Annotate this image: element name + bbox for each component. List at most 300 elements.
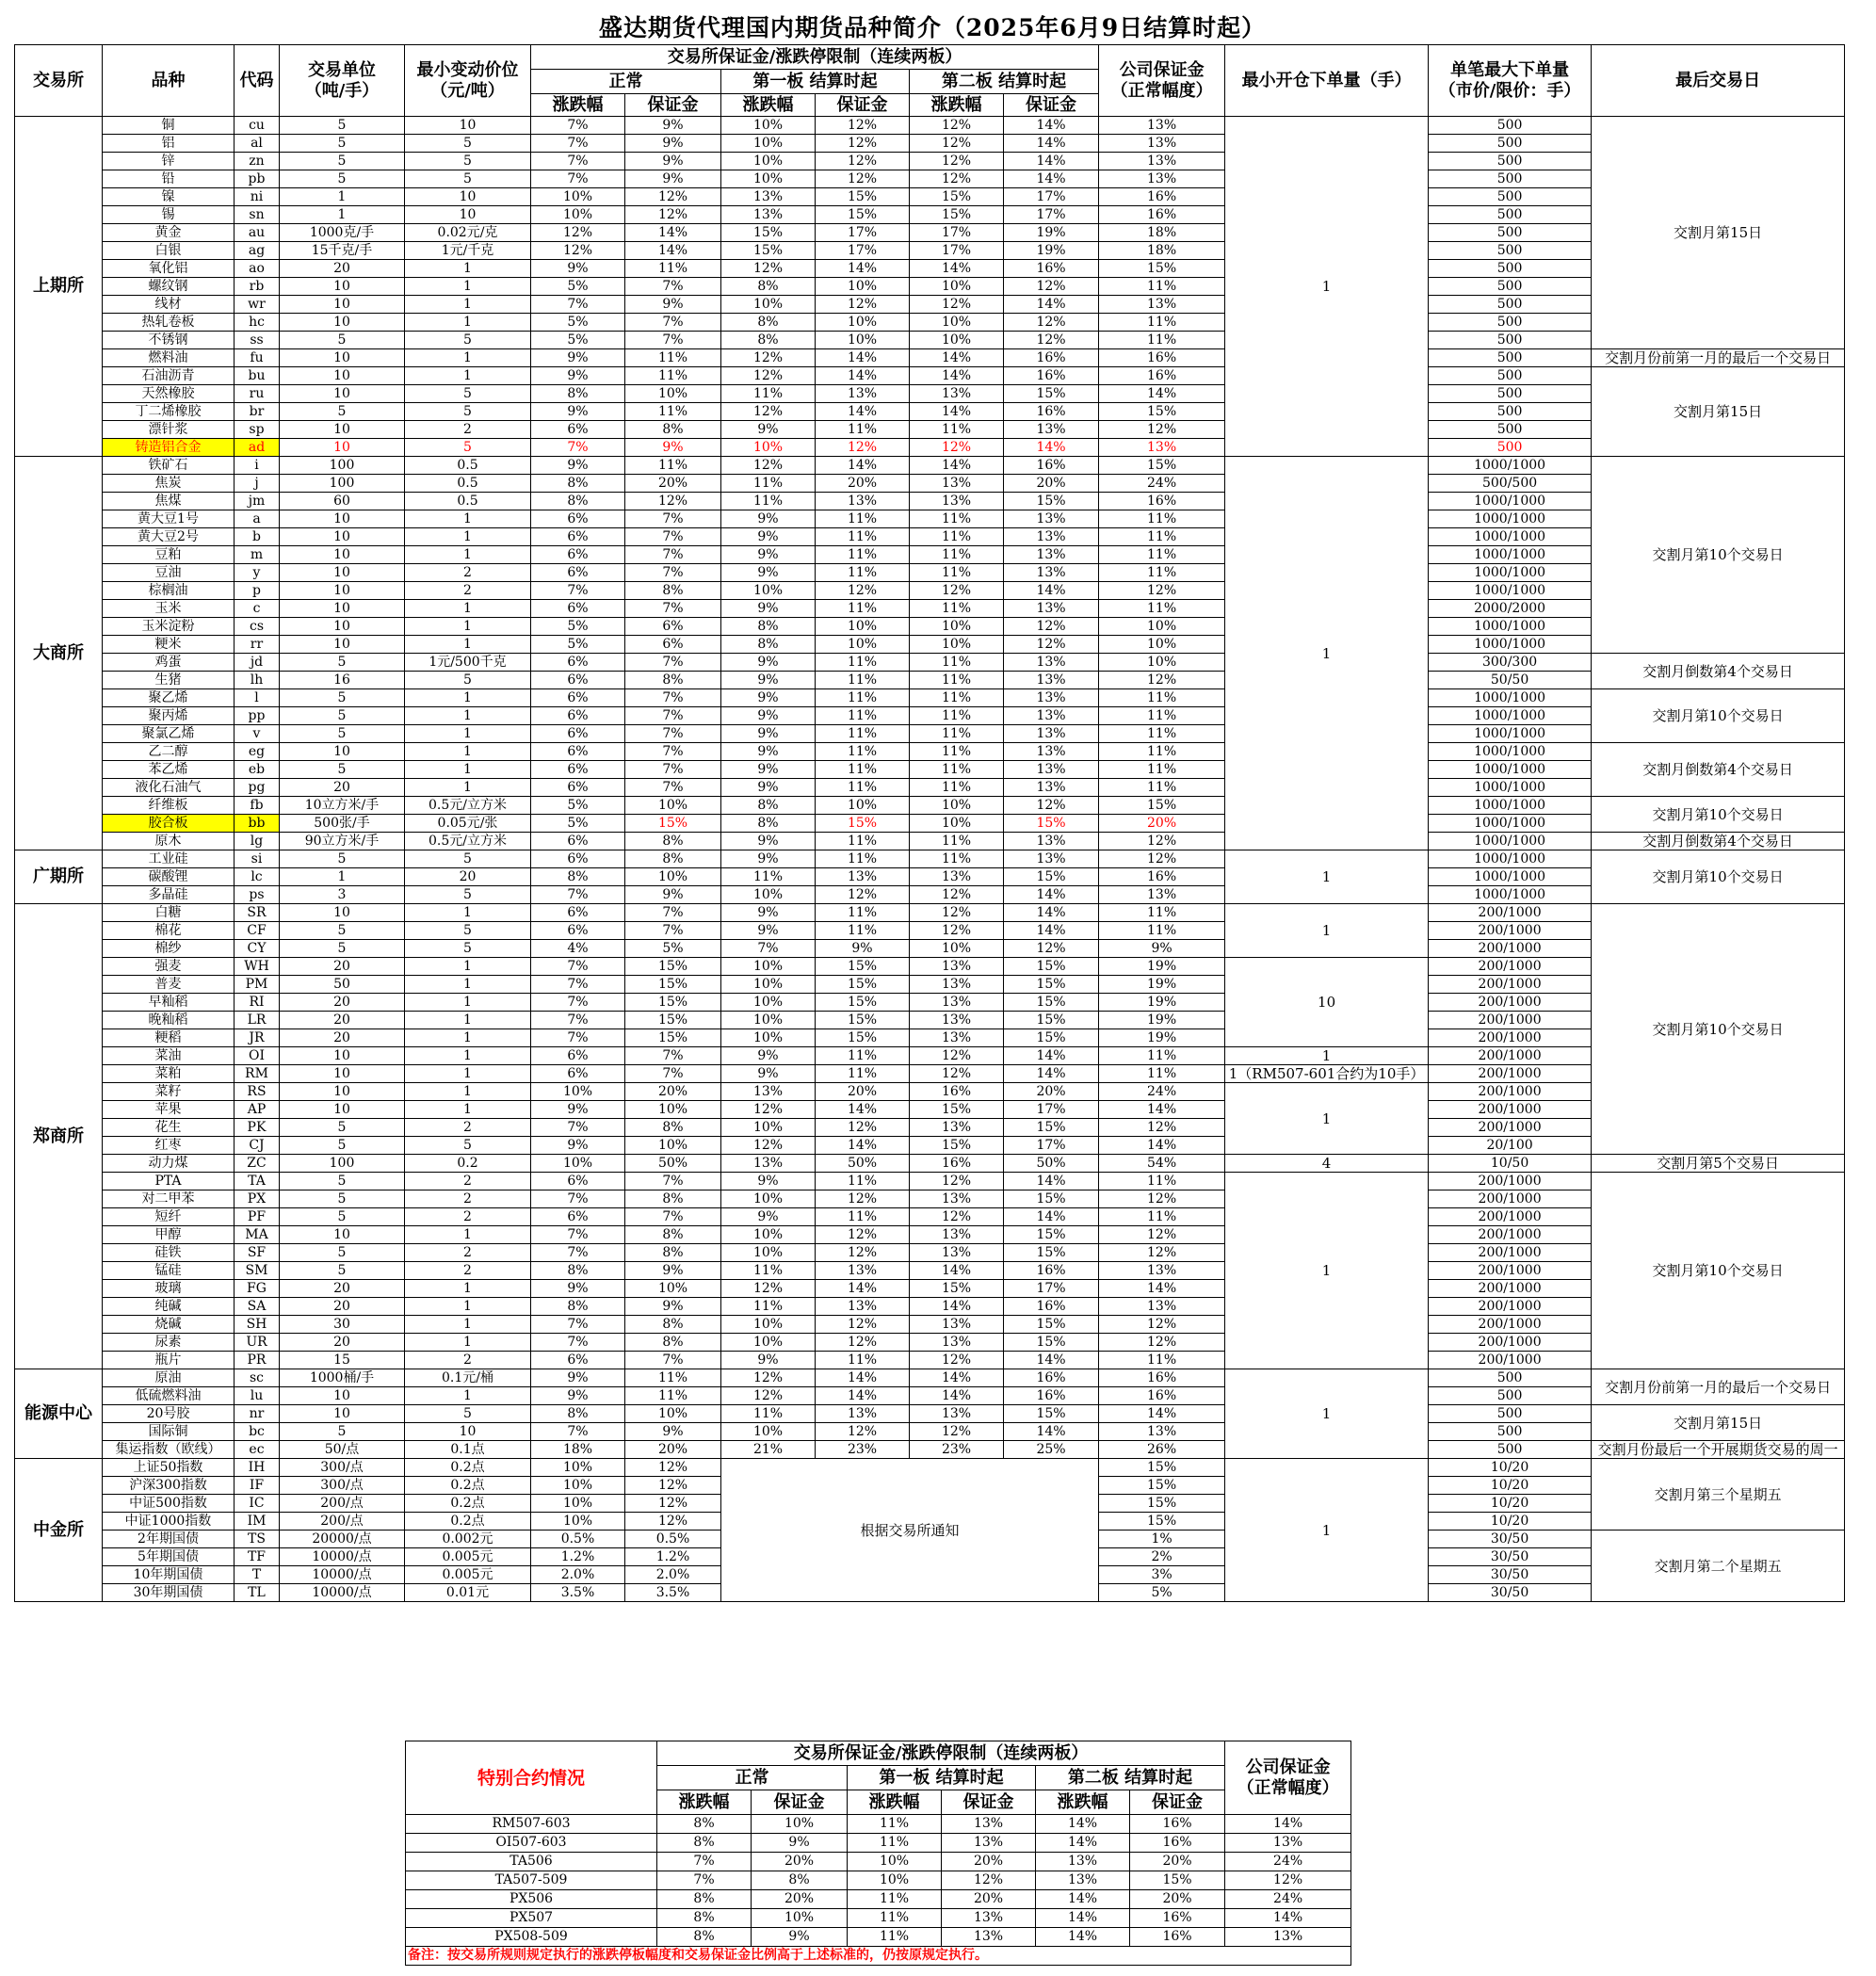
- max-order-cell: 1000/1000: [1429, 797, 1592, 815]
- special-header-board1: 第一板 结算时起: [848, 1766, 1036, 1790]
- normal-limit-cell: 7%: [531, 1334, 625, 1352]
- table-body: [15, 117, 1845, 1602]
- last-trade-day-cell: 交割月第10个交易日: [1592, 689, 1845, 743]
- normal-limit-cell: 6%: [531, 904, 625, 922]
- company-margin-cell: 18%: [1099, 224, 1225, 242]
- board1-limit-cell: 10%: [721, 1029, 816, 1047]
- table-row: [15, 1173, 1845, 1190]
- product-cell: 焦炭: [103, 475, 234, 493]
- table-row: [15, 922, 1845, 940]
- code-cell: lc: [234, 868, 280, 886]
- board1-margin-cell: 15%: [816, 994, 910, 1012]
- normal-limit-cell: 9%: [531, 367, 625, 385]
- board1-limit-cell: 9%: [721, 546, 816, 564]
- product-cell: 石油沥青: [103, 367, 234, 385]
- product-cell: 对二甲苯: [103, 1190, 234, 1208]
- tick-cell: 0.2点: [405, 1459, 531, 1477]
- board2-margin-cell: 19%: [1004, 242, 1099, 260]
- max-order-cell: 30/50: [1429, 1548, 1592, 1566]
- tick-cell: 1: [405, 367, 531, 385]
- board1-limit-cell: 8%: [721, 332, 816, 349]
- board2-limit-cell: 11%: [910, 546, 1004, 564]
- header-board1: 第一板 结算时起: [721, 70, 910, 94]
- normal-limit-cell: 7%: [531, 439, 625, 457]
- last-trade-day-cell: 交割月第三个星期五: [1592, 1459, 1845, 1531]
- normal-limit-cell: 8%: [531, 1405, 625, 1423]
- table-row: [15, 349, 1845, 367]
- table-row: [15, 546, 1845, 564]
- table-row: [15, 600, 1845, 618]
- board1-margin-cell: 10%: [816, 332, 910, 349]
- product-cell: 胶合板: [103, 815, 234, 833]
- board2-margin-cell: 14%: [1004, 439, 1099, 457]
- code-cell: eb: [234, 761, 280, 779]
- normal-limit-cell: 6%: [531, 1047, 625, 1065]
- max-order-cell: 200/1000: [1429, 1208, 1592, 1226]
- unit-cell: 5: [280, 850, 405, 868]
- board1-limit-cell: 11%: [721, 1405, 816, 1423]
- product-cell: 国际铜: [103, 1423, 234, 1441]
- max-order-cell: 10/20: [1429, 1495, 1592, 1513]
- board1-margin-cell: 11%: [816, 600, 910, 618]
- board1-margin-cell: 17%: [816, 242, 910, 260]
- normal-limit-cell: 6%: [531, 1065, 625, 1083]
- max-order-cell: 50/50: [1429, 672, 1592, 689]
- tick-cell: 0.005元: [405, 1566, 531, 1584]
- normal-limit-cell: 6%: [531, 779, 625, 797]
- board2-margin-cell: 13%: [1004, 528, 1099, 546]
- code-cell: ZC: [234, 1155, 280, 1173]
- board2-limit-cell: 13%: [910, 976, 1004, 994]
- board2-limit-cell: 13%: [910, 1405, 1004, 1423]
- unit-cell: 5: [280, 689, 405, 707]
- unit-cell: 10: [280, 600, 405, 618]
- special-contracts-table: [405, 1741, 1351, 1966]
- min-open-cell: 1（RM507-601合约为10手）: [1225, 1065, 1429, 1083]
- board2-limit-cell: 13%: [910, 1316, 1004, 1334]
- last-trade-day-cell: 交割月份前第一月的最后一个交易日: [1592, 349, 1845, 367]
- product-cell: 铸造铝合金: [103, 439, 234, 457]
- board1-limit-cell: 11%: [721, 493, 816, 510]
- unit-cell: 10: [280, 636, 405, 654]
- board2-margin-cell: 16%: [1004, 260, 1099, 278]
- max-order-cell: 200/1000: [1429, 1173, 1592, 1190]
- table-row: [15, 994, 1845, 1012]
- board2-limit-cell: 13%: [910, 385, 1004, 403]
- special-board2-limit-cell: 14%: [1036, 1815, 1130, 1834]
- board1-margin-cell: 11%: [816, 510, 910, 528]
- company-margin-cell: 13%: [1099, 1423, 1225, 1441]
- special-header-limit: 涨跌幅: [1036, 1790, 1130, 1815]
- unit-cell: 5: [280, 1173, 405, 1190]
- product-cell: 中证500指数: [103, 1495, 234, 1513]
- normal-margin-cell: 7%: [625, 725, 721, 743]
- special-normal-limit-cell: 8%: [657, 1928, 752, 1947]
- normal-limit-cell: 6%: [531, 564, 625, 582]
- board1-limit-cell: 9%: [721, 1208, 816, 1226]
- board1-margin-cell: 11%: [816, 922, 910, 940]
- code-cell: pb: [234, 170, 280, 188]
- board1-margin-cell: 12%: [816, 886, 910, 904]
- code-cell: ni: [234, 188, 280, 206]
- normal-limit-cell: 4%: [531, 940, 625, 958]
- max-order-cell: 500: [1429, 1405, 1592, 1423]
- normal-margin-cell: 12%: [625, 1495, 721, 1513]
- product-cell: 动力煤: [103, 1155, 234, 1173]
- board1-margin-cell: 12%: [816, 1119, 910, 1137]
- table-row: [15, 206, 1845, 224]
- board1-margin-cell: 12%: [816, 1244, 910, 1262]
- company-margin-cell: 12%: [1099, 1226, 1225, 1244]
- max-order-cell: 300/300: [1429, 654, 1592, 672]
- product-cell: 早籼稻: [103, 994, 234, 1012]
- table-row: [15, 1226, 1845, 1244]
- normal-margin-cell: 8%: [625, 672, 721, 689]
- board1-limit-cell: 13%: [721, 1083, 816, 1101]
- board2-margin-cell: 12%: [1004, 278, 1099, 296]
- tick-cell: 1: [405, 1226, 531, 1244]
- table-row: [15, 260, 1845, 278]
- min-open-cell: 1: [1225, 1173, 1429, 1369]
- tick-cell: 10: [405, 188, 531, 206]
- product-cell: 玉米淀粉: [103, 618, 234, 636]
- normal-limit-cell: 5%: [531, 618, 625, 636]
- board2-limit-cell: 14%: [910, 1387, 1004, 1405]
- unit-cell: 10: [280, 1065, 405, 1083]
- board2-margin-cell: 14%: [1004, 153, 1099, 170]
- board1-margin-cell: 11%: [816, 564, 910, 582]
- max-order-cell: 200/1000: [1429, 1244, 1592, 1262]
- code-cell: l: [234, 689, 280, 707]
- board2-margin-cell: 14%: [1004, 582, 1099, 600]
- board1-margin-cell: 11%: [816, 672, 910, 689]
- normal-limit-cell: 8%: [531, 1298, 625, 1316]
- company-margin-cell: 14%: [1099, 1280, 1225, 1298]
- board1-limit-cell: 9%: [721, 761, 816, 779]
- table-row: [15, 904, 1845, 922]
- board1-margin-cell: 11%: [816, 707, 910, 725]
- code-cell: PR: [234, 1352, 280, 1369]
- header-exchange: 交易所: [15, 45, 103, 117]
- table-row: [15, 1280, 1845, 1298]
- company-margin-cell: 11%: [1099, 1352, 1225, 1369]
- tick-cell: 1: [405, 976, 531, 994]
- board1-limit-cell: 12%: [721, 260, 816, 278]
- last-trade-day-cell: 交割月第10个交易日: [1592, 797, 1845, 833]
- unit-cell: 15千克/手: [280, 242, 405, 260]
- company-margin-cell: 19%: [1099, 976, 1225, 994]
- board2-margin-cell: 15%: [1004, 976, 1099, 994]
- special-header-board2: 第二板 结算时起: [1036, 1766, 1225, 1790]
- min-open-cell: 10: [1225, 958, 1429, 1047]
- table-row: [15, 618, 1845, 636]
- company-margin-cell: 11%: [1099, 1065, 1225, 1083]
- board2-margin-cell: 12%: [1004, 314, 1099, 332]
- code-cell: bu: [234, 367, 280, 385]
- board1-limit-cell: 9%: [721, 850, 816, 868]
- table-row: [15, 117, 1845, 135]
- tick-cell: 0.5: [405, 475, 531, 493]
- product-cell: 铁矿石: [103, 457, 234, 475]
- product-cell: 菜粕: [103, 1065, 234, 1083]
- board2-limit-cell: 12%: [910, 904, 1004, 922]
- special-board1-limit-cell: 10%: [848, 1853, 942, 1871]
- normal-margin-cell: 10%: [625, 1405, 721, 1423]
- unit-cell: 10: [280, 367, 405, 385]
- normal-margin-cell: 7%: [625, 1065, 721, 1083]
- tick-cell: 1: [405, 260, 531, 278]
- unit-cell: 10: [280, 349, 405, 367]
- max-order-cell: 500/500: [1429, 475, 1592, 493]
- board1-margin-cell: 14%: [816, 260, 910, 278]
- code-cell: pp: [234, 707, 280, 725]
- normal-margin-cell: 6%: [625, 618, 721, 636]
- board1-limit-cell: 8%: [721, 618, 816, 636]
- board2-margin-cell: 15%: [1004, 493, 1099, 510]
- special-normal-limit-cell: 8%: [657, 1815, 752, 1834]
- company-margin-cell: 15%: [1099, 1477, 1225, 1495]
- tick-cell: 0.2点: [405, 1495, 531, 1513]
- max-order-cell: 1000/1000: [1429, 725, 1592, 743]
- code-cell: ps: [234, 886, 280, 904]
- product-cell: PTA: [103, 1173, 234, 1190]
- company-margin-cell: 11%: [1099, 689, 1225, 707]
- table-row: [15, 1352, 1845, 1369]
- company-margin-cell: 12%: [1099, 1119, 1225, 1137]
- max-order-cell: 200/1000: [1429, 1316, 1592, 1334]
- futures-table: [14, 44, 1845, 1602]
- special-header-company-text: 公司保证金 （正常幅度）: [1237, 1757, 1339, 1798]
- tick-cell: 2: [405, 1173, 531, 1190]
- normal-margin-cell: 9%: [625, 170, 721, 188]
- product-cell: 甲醇: [103, 1226, 234, 1244]
- exchange-cell: 广期所: [15, 850, 103, 904]
- company-margin-cell: 16%: [1099, 206, 1225, 224]
- board1-margin-cell: 14%: [816, 457, 910, 475]
- special-board2-limit-cell: 14%: [1036, 1834, 1130, 1853]
- board2-limit-cell: 11%: [910, 761, 1004, 779]
- company-margin-cell: 13%: [1099, 296, 1225, 314]
- tick-cell: 2: [405, 564, 531, 582]
- normal-margin-cell: 10%: [625, 868, 721, 886]
- normal-limit-cell: 6%: [531, 725, 625, 743]
- board2-limit-cell: 15%: [910, 206, 1004, 224]
- board2-margin-cell: 50%: [1004, 1155, 1099, 1173]
- board2-limit-cell: 10%: [910, 815, 1004, 833]
- table-row: [15, 493, 1845, 510]
- normal-margin-cell: 12%: [625, 188, 721, 206]
- normal-limit-cell: 6%: [531, 850, 625, 868]
- normal-limit-cell: 8%: [531, 493, 625, 510]
- code-cell: si: [234, 850, 280, 868]
- special-board1-limit-cell: 11%: [848, 1834, 942, 1853]
- max-order-cell: 200/1000: [1429, 1298, 1592, 1316]
- max-order-cell: 500: [1429, 1387, 1592, 1405]
- normal-margin-cell: 9%: [625, 117, 721, 135]
- product-cell: 黄大豆2号: [103, 528, 234, 546]
- product-cell: 烧碱: [103, 1316, 234, 1334]
- product-cell: 乙二醇: [103, 743, 234, 761]
- board2-margin-cell: 15%: [1004, 1119, 1099, 1137]
- company-margin-cell: 18%: [1099, 242, 1225, 260]
- last-trade-day-cell: 交割月份最后一个开展期货交易的周一: [1592, 1441, 1845, 1459]
- unit-cell: 5: [280, 135, 405, 153]
- product-cell: 豆油: [103, 564, 234, 582]
- normal-limit-cell: 9%: [531, 1137, 625, 1155]
- board2-margin-cell: 17%: [1004, 206, 1099, 224]
- unit-cell: 20: [280, 1298, 405, 1316]
- normal-margin-cell: 1.2%: [625, 1548, 721, 1566]
- last-trade-day-cell: 交割月倒数第4个交易日: [1592, 743, 1845, 797]
- code-cell: cs: [234, 618, 280, 636]
- tick-cell: 1元/千克: [405, 242, 531, 260]
- board1-limit-cell: 12%: [721, 403, 816, 421]
- company-margin-cell: 11%: [1099, 600, 1225, 618]
- board1-margin-cell: 11%: [816, 779, 910, 797]
- max-order-cell: 500: [1429, 385, 1592, 403]
- board2-limit-cell: 13%: [910, 1334, 1004, 1352]
- normal-margin-cell: 7%: [625, 600, 721, 618]
- table-row: [15, 1316, 1845, 1334]
- table-row: [15, 564, 1845, 582]
- product-cell: 锡: [103, 206, 234, 224]
- tick-cell: 1: [405, 1065, 531, 1083]
- board1-limit-cell: 12%: [721, 1101, 816, 1119]
- company-margin-cell: 9%: [1099, 940, 1225, 958]
- special-board2-margin-cell: 16%: [1130, 1909, 1225, 1928]
- table-row: [15, 1298, 1845, 1316]
- product-cell: 苯乙烯: [103, 761, 234, 779]
- normal-limit-cell: 6%: [531, 1208, 625, 1226]
- normal-limit-cell: 8%: [531, 868, 625, 886]
- special-row: [406, 1834, 1351, 1853]
- normal-margin-cell: 7%: [625, 761, 721, 779]
- max-order-cell: 1000/1000: [1429, 779, 1592, 797]
- normal-margin-cell: 3.5%: [625, 1584, 721, 1602]
- board2-limit-cell: 11%: [910, 672, 1004, 689]
- table-row: [15, 278, 1845, 296]
- tick-cell: 1: [405, 349, 531, 367]
- normal-limit-cell: 7%: [531, 1244, 625, 1262]
- max-order-cell: 200/1000: [1429, 1083, 1592, 1101]
- special-normal-margin-cell: 8%: [752, 1871, 848, 1890]
- tick-cell: 0.5: [405, 457, 531, 475]
- board1-limit-cell: 8%: [721, 815, 816, 833]
- board1-limit-cell: 8%: [721, 636, 816, 654]
- board2-margin-cell: 13%: [1004, 850, 1099, 868]
- code-cell: PF: [234, 1208, 280, 1226]
- table-row: [15, 636, 1845, 654]
- board1-limit-cell: 9%: [721, 779, 816, 797]
- product-cell: 铝: [103, 135, 234, 153]
- code-cell: a: [234, 510, 280, 528]
- exchange-cell: 能源中心: [15, 1369, 103, 1459]
- board1-margin-cell: 10%: [816, 314, 910, 332]
- max-order-cell: 1000/1000: [1429, 689, 1592, 707]
- board2-margin-cell: 14%: [1004, 1352, 1099, 1369]
- board2-margin-cell: 13%: [1004, 421, 1099, 439]
- product-cell: 鸡蛋: [103, 654, 234, 672]
- table-row: [15, 439, 1845, 457]
- board2-limit-cell: 16%: [910, 1155, 1004, 1173]
- product-cell: 液化石油气: [103, 779, 234, 797]
- exchange-cell: 大商所: [15, 457, 103, 850]
- normal-limit-cell: 10%: [531, 1513, 625, 1531]
- board1-margin-cell: 15%: [816, 958, 910, 976]
- board1-margin-cell: 11%: [816, 761, 910, 779]
- table-row: [15, 188, 1845, 206]
- board1-margin-cell: 12%: [816, 296, 910, 314]
- tick-cell: 1: [405, 528, 531, 546]
- special-board2-margin-cell: 16%: [1130, 1815, 1225, 1834]
- board2-limit-cell: 10%: [910, 636, 1004, 654]
- code-cell: fu: [234, 349, 280, 367]
- last-trade-day-cell: 交割月第5个交易日: [1592, 1155, 1845, 1173]
- normal-limit-cell: 10%: [531, 1155, 625, 1173]
- unit-cell: 20: [280, 994, 405, 1012]
- tick-cell: 10: [405, 1423, 531, 1441]
- tick-cell: 0.1元/桶: [405, 1369, 531, 1387]
- code-cell: RM: [234, 1065, 280, 1083]
- board1-margin-cell: 10%: [816, 618, 910, 636]
- normal-margin-cell: 15%: [625, 815, 721, 833]
- last-trade-day-cell: 交割月第10个交易日: [1592, 904, 1845, 1155]
- company-margin-cell: 11%: [1099, 314, 1225, 332]
- normal-margin-cell: 10%: [625, 385, 721, 403]
- tick-cell: 0.01元: [405, 1584, 531, 1602]
- board2-limit-cell: 12%: [910, 1352, 1004, 1369]
- special-board1-margin-cell: 13%: [942, 1928, 1036, 1947]
- board1-limit-cell: 12%: [721, 1387, 816, 1405]
- product-cell: 晚籼稻: [103, 1012, 234, 1029]
- special-board2-margin-cell: 15%: [1130, 1871, 1225, 1890]
- normal-margin-cell: 7%: [625, 1352, 721, 1369]
- normal-limit-cell: 5%: [531, 314, 625, 332]
- code-cell: FG: [234, 1280, 280, 1298]
- unit-cell: 20: [280, 1029, 405, 1047]
- normal-limit-cell: 7%: [531, 296, 625, 314]
- normal-margin-cell: 11%: [625, 1369, 721, 1387]
- unit-cell: 10: [280, 1226, 405, 1244]
- company-margin-cell: 11%: [1099, 743, 1225, 761]
- board2-margin-cell: 15%: [1004, 1226, 1099, 1244]
- tick-cell: 0.2点: [405, 1477, 531, 1495]
- tick-cell: 1: [405, 779, 531, 797]
- board1-margin-cell: 11%: [816, 528, 910, 546]
- board2-margin-cell: 13%: [1004, 546, 1099, 564]
- board1-limit-cell: 11%: [721, 475, 816, 493]
- code-cell: c: [234, 600, 280, 618]
- board1-limit-cell: 10%: [721, 1423, 816, 1441]
- code-cell: TA: [234, 1173, 280, 1190]
- normal-limit-cell: 3.5%: [531, 1584, 625, 1602]
- table-row: [15, 1029, 1845, 1047]
- max-order-cell: 1000/1000: [1429, 457, 1592, 475]
- product-cell: 原油: [103, 1369, 234, 1387]
- special-header-company: [1225, 1741, 1351, 1815]
- code-cell: OI: [234, 1047, 280, 1065]
- normal-limit-cell: 6%: [531, 654, 625, 672]
- board2-margin-cell: 16%: [1004, 349, 1099, 367]
- product-cell: 工业硅: [103, 850, 234, 868]
- product-cell: 线材: [103, 296, 234, 314]
- max-order-cell: 500: [1429, 135, 1592, 153]
- board1-margin-cell: 14%: [816, 367, 910, 385]
- header-board1-margin: 保证金: [816, 94, 910, 117]
- unit-cell: 15: [280, 1352, 405, 1369]
- board2-margin-cell: 12%: [1004, 940, 1099, 958]
- max-order-cell: 30/50: [1429, 1584, 1592, 1602]
